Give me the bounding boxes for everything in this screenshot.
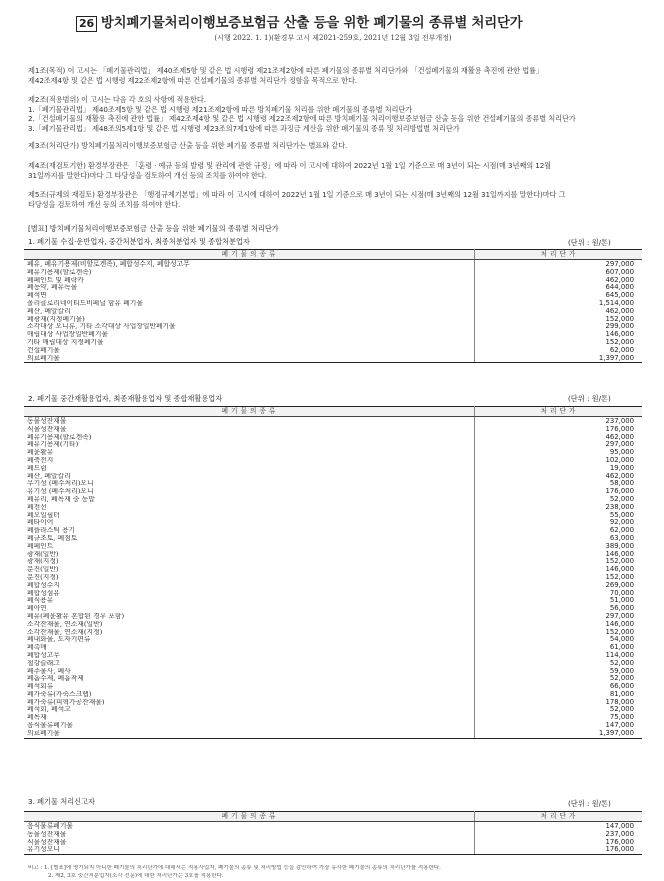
table-row [24, 488, 642, 496]
waste-type-cell: 폐석회류 [27, 683, 54, 691]
price-cell: 176,000 [474, 839, 642, 847]
table-row [24, 839, 642, 847]
note-line: 2. 제2, 3호 중간처분업자(소각 전문)에 대한 처리단가는 3호를 적용한다. [48, 872, 224, 879]
price-cell: 62,000 [474, 527, 642, 535]
waste-type-cell: 폐페인트 [27, 542, 54, 550]
section-3-table [24, 811, 642, 855]
table-row [24, 292, 642, 300]
article-3 [28, 141, 638, 151]
price-cell: 146,000 [474, 566, 642, 574]
waste-type-cell: 소각대상 오니류, 기타 소각대상 사업장일반폐기물 [27, 323, 176, 331]
price-cell: 389,000 [474, 543, 642, 551]
unit-label: (단위 : 원/톤) [568, 394, 611, 403]
waste-type-cell: 동물성잔재물 [27, 417, 67, 425]
table-row [24, 699, 642, 707]
table-row [24, 605, 642, 613]
table-row [24, 543, 642, 551]
price-cell: 462,000 [474, 277, 642, 285]
header-price: 처 리 단 가 [474, 812, 642, 822]
article-line: 1.「폐기물관리법」 제40조제5항 및 같은 법 시행령 제21조제2항에 따른 방치폐기물 처리를 위한 폐기물의 종류별 처리단가 [28, 104, 413, 114]
waste-type-cell: 폐유(폐윤활유 혼합된 경우 포함) [27, 612, 125, 620]
document-subtitle: (시행 2022. 1. 1)(환경부 고시 제2021-259호, 2021년 12월 3일 전부개정) [214, 34, 452, 42]
table-row [24, 316, 642, 324]
waste-type-cell: 폐산, 폐알칼리 [27, 472, 71, 480]
table-row [24, 558, 642, 566]
waste-type-cell: 폴리클로리네이티드비페닐 함유 폐기물 [27, 299, 143, 307]
price-cell: 1,514,000 [474, 300, 642, 308]
waste-type-cell: 소각잔재물, 연소재(일반) [27, 620, 103, 628]
price-cell: 70,000 [474, 590, 642, 598]
waste-type-cell: 폐아연 [27, 605, 47, 613]
price-cell: 62,000 [474, 347, 642, 355]
waste-type-cell: 폐축전지 [27, 456, 54, 464]
price-cell: 462,000 [474, 434, 642, 442]
header-price: 처 리 단 가 [474, 250, 642, 260]
price-cell: 237,000 [474, 831, 642, 839]
price-cell: 52,000 [474, 706, 642, 714]
table-row [24, 457, 642, 465]
table-row [24, 300, 642, 308]
waste-type-cell: 폐석면 [27, 292, 47, 300]
waste-type-cell: 식물성잔재물 [27, 425, 67, 433]
price-cell: 52,000 [474, 675, 642, 683]
price-cell: 146,000 [474, 331, 642, 339]
waste-type-cell: 폐내화물, 도자기편류 [27, 636, 91, 644]
price-cell: 52,000 [474, 660, 642, 668]
waste-type-cell: 건설폐기물 [27, 346, 60, 354]
waste-type-cell: 폐윤활유 [27, 449, 54, 457]
waste-type-cell: 폐주물사, 폐사 [27, 667, 71, 675]
waste-type-cell: 폐촉매 [27, 644, 47, 652]
table-row [24, 831, 642, 839]
table-row [24, 441, 642, 449]
table-row [24, 668, 642, 676]
table-row [24, 706, 642, 714]
table-row [24, 691, 642, 699]
price-cell: 269,000 [474, 582, 642, 590]
section-1-table [24, 249, 642, 363]
price-cell: 1,397,000 [474, 730, 642, 738]
price-cell: 102,000 [474, 457, 642, 465]
table-row [24, 621, 642, 629]
price-cell: 146,000 [474, 621, 642, 629]
article-line: 제5조(규제의 재검토) 환경부장관은 「행정규제기본법」에 따라 이 고시에 대하여 2022년 1월 1일 기준으로 매 3년이 되는 시점(매 3년째의 12월 31일까지를 말한다)마다 그 [28, 190, 566, 199]
waste-type-cell: 폐광재(지정폐기물) [27, 315, 85, 323]
price-cell: 81,000 [474, 691, 642, 699]
table-row [24, 660, 642, 668]
price-cell: 54,000 [474, 636, 642, 644]
price-cell: 58,000 [474, 480, 642, 488]
table-row [24, 629, 642, 637]
waste-type-cell: 폐합성고무 [27, 651, 60, 659]
table-row [24, 683, 642, 691]
table-row [24, 347, 642, 355]
table-row [24, 846, 642, 854]
table-row [24, 644, 642, 652]
price-cell: 645,000 [474, 292, 642, 300]
price-cell: 462,000 [474, 308, 642, 316]
price-cell: 1,397,000 [474, 355, 642, 363]
table-row [24, 519, 642, 527]
waste-type-cell: 유기성오니 [24, 846, 474, 854]
waste-type-cell: 무기성 (폐수처리)오니 [27, 480, 94, 488]
table-row [24, 480, 642, 488]
table-row [24, 730, 642, 738]
table-row [24, 590, 642, 598]
waste-type-cell: 폐유, 폐유기용제(비할로겐족), 폐합성수지, 폐합성고무 [27, 260, 190, 268]
table-header-row [24, 407, 642, 417]
table-row [24, 473, 642, 481]
document-title [76, 12, 636, 32]
price-cell: 92,000 [474, 519, 642, 527]
section-2-body [24, 417, 642, 739]
table-row [24, 535, 642, 543]
price-cell: 462,000 [474, 473, 642, 481]
waste-type-cell: 폐석회, 폐석고 [27, 706, 71, 714]
price-cell: 176,000 [474, 488, 642, 496]
article-5 [28, 190, 638, 209]
table-row [24, 714, 642, 722]
waste-type-cell: 폐유기용제(할로겐족) [27, 268, 92, 276]
table-row [24, 574, 642, 582]
section-2-title: 2. 폐기물 중간재활용업자, 최종재활용업자 및 종합재활용업자 [28, 394, 223, 403]
table-row [24, 613, 642, 621]
table-row [24, 434, 642, 442]
section-2-table [24, 406, 642, 739]
header-kind: 폐 기 물 의 종 류 [24, 250, 474, 260]
waste-type-cell: 폐타이어 [27, 519, 54, 527]
waste-type-cell: 폐농약, 폐유독물 [27, 284, 78, 292]
waste-type-cell: 폐합성섬유 [27, 589, 60, 597]
waste-type-cell: 폐드럼 [27, 464, 47, 472]
price-cell: 297,000 [474, 613, 642, 621]
header-kind: 폐 기 물 의 종 류 [24, 407, 474, 417]
table-row [24, 597, 642, 605]
article-line: 제3조(처리단가) 방치폐기물처리이행보증보험금 산출 등을 위한 폐기물 종류별 처리단가는 별표와 같다. [28, 141, 348, 150]
waste-type-cell: 유기성 (폐수처리)오니 [27, 488, 94, 496]
article-line: 3.「폐기물관리법」 제48조의5제1항 및 같은 법 시행령 제23조의7제1항에 따른 과징금 계산을 위한 폐기물의 종류 및 처리방법별 처리단가 [28, 123, 460, 133]
table-row [24, 496, 642, 504]
waste-type-cell: 폐가죽류(피혁가공잔재물) [27, 698, 105, 706]
article-4 [28, 161, 638, 180]
price-cell: 61,000 [474, 644, 642, 652]
appendix-title: [별표] 방치폐기물처리이행보증보험금 산출 등을 위한 폐기물의 종류별 처리단가 [28, 224, 279, 233]
price-cell: 114,000 [474, 652, 642, 660]
waste-type-cell: 폐식용유 [27, 597, 54, 605]
table-row [24, 426, 642, 434]
price-cell: 238,000 [474, 504, 642, 512]
price-cell: 56,000 [474, 605, 642, 613]
notes [28, 865, 638, 880]
table-row [24, 675, 642, 683]
waste-type-cell: 폐산, 폐알칼리 [27, 307, 71, 315]
waste-type-cell: 의료폐기물 [24, 730, 474, 738]
price-cell: 237,000 [474, 417, 642, 426]
table-row [24, 277, 642, 285]
price-cell: 644,000 [474, 284, 642, 292]
waste-type-cell: 폐흡수제, 폐흡착제 [27, 675, 84, 683]
table-row [24, 331, 642, 339]
article-1 [28, 66, 638, 85]
table-header-row [24, 812, 642, 822]
waste-type-cell: 음식물류폐기물 [27, 822, 73, 830]
waste-type-cell: 폐전선 [27, 503, 47, 511]
price-cell: 51,000 [474, 597, 642, 605]
unit-label: (단위 : 원/톤) [568, 799, 611, 808]
article-line: 제42조제4항 및 같은 법 시행령 제22조제2항에 따른 건설폐기물의 종류별 처리단가 정함을 목적으로 한다. [28, 75, 357, 85]
price-cell: 147,000 [474, 822, 642, 831]
waste-type-cell: 광재(지정) [27, 558, 59, 566]
section-1-title: 1. 폐기물 수집·운반업자, 중간처분업자, 최종처분업자 및 종합처분업자 [28, 237, 250, 246]
table-row [24, 551, 642, 559]
table-row [24, 355, 642, 363]
table-header-row [24, 250, 642, 260]
waste-type-cell: 소각잔재물, 연소재(지정) [27, 628, 103, 636]
price-cell: 75,000 [474, 714, 642, 722]
table-row [24, 652, 642, 660]
section-3-title: 3. 폐기물 처리신고자 [28, 797, 95, 806]
waste-type-cell: 폐유기용제(기타) [27, 441, 79, 449]
table-row [24, 269, 642, 277]
waste-type-cell: 폐목재 [27, 714, 47, 722]
table-row [24, 582, 642, 590]
price-cell: 176,000 [474, 846, 642, 854]
waste-type-cell: 폐합성수지 [27, 581, 60, 589]
table-row [24, 566, 642, 574]
section-3-body [24, 822, 642, 855]
price-cell: 55,000 [474, 512, 642, 520]
table-row [24, 512, 642, 520]
section-1-body [24, 260, 642, 363]
article-line: 타당성을 검토하여 개선 등의 조치를 하여야 한다. [28, 199, 181, 209]
table-row [24, 465, 642, 473]
waste-type-cell: 동물성잔재물 [27, 830, 67, 838]
waste-type-cell: 폐유기용제(할로겐족) [27, 433, 92, 441]
waste-type-cell: 폐플라스틱 용기 [27, 527, 76, 535]
unit-label: (단위 : 원/톤) [568, 238, 611, 247]
price-cell: 152,000 [474, 629, 642, 637]
note-line: 비고 : 1. [별표]에 명기되지 아니한 폐기물의 처리단가에 대해서는 적용사업자, 폐기물의 종류 및 처리방법 등을 감안하여 가장 유사한 폐기물의 종류의 처리단가를 적용한다. [28, 865, 441, 871]
price-cell: 146,000 [474, 551, 642, 559]
waste-type-cell: 폐가죽류(가죽스크랩) [27, 690, 92, 698]
table-row [24, 323, 642, 331]
article-2 [28, 95, 638, 133]
table-row [24, 722, 642, 730]
article-line: 제1조(목적) 이 고시는 「폐기물관리법」 제40조제5항 및 같은 법 시행령 제21조제2항에 따른 폐기물의 종류별 처리단가와 「건설폐기물의 재활용 촉진에 관한 법률」 [28, 66, 543, 75]
waste-type-cell: 의료폐기물 [24, 355, 474, 363]
waste-type-cell: 폐페인트 및 폐락카 [27, 276, 84, 284]
table-row [24, 308, 642, 316]
article-line: 31일까지를 말한다)마다 그 타당성을 검토하여 개선 등의 조치를 하여야 한다. [28, 170, 267, 180]
price-cell: 297,000 [474, 260, 642, 269]
table-row [24, 636, 642, 644]
table-row [24, 822, 642, 831]
price-cell: 63,000 [474, 535, 642, 543]
price-cell: 59,000 [474, 668, 642, 676]
price-cell: 147,000 [474, 722, 642, 730]
price-cell: 19,000 [474, 465, 642, 473]
table-row [24, 449, 642, 457]
price-cell: 176,000 [474, 426, 642, 434]
waste-type-cell: 분진(지정) [27, 573, 59, 581]
price-cell: 66,000 [474, 683, 642, 691]
header-price: 처 리 단 가 [474, 407, 642, 417]
price-cell: 95,000 [474, 449, 642, 457]
waste-type-cell: 철강슬래그 [27, 659, 60, 667]
price-cell: 152,000 [474, 339, 642, 347]
waste-type-cell: 매립대상 사업장일반폐기물 [27, 331, 108, 339]
article-line: 2.「건설폐기물의 재활용 촉진에 관한 법률」 제42조제4항 및 같은 법 시행령 제22조제2항에 따른 방치폐기물 처리이행보증보험금 산출 등을 위한 건설폐기물의 종류별 처리단가 [28, 114, 576, 124]
price-cell: 52,000 [474, 496, 642, 504]
table-row [24, 260, 642, 269]
waste-type-cell: 폐규조토, 폐점토 [27, 534, 78, 542]
waste-type-cell: 광재(일반) [27, 550, 59, 558]
header-kind: 폐 기 물 의 종 류 [24, 812, 474, 822]
waste-type-cell: 기타 매립대상 지정폐기물 [27, 338, 104, 346]
price-cell: 152,000 [474, 558, 642, 566]
price-cell: 152,000 [474, 316, 642, 324]
title-text: 방치폐기물처리이행보증보험금 산출 등을 위한 폐기물의 종류별 처리단가 [100, 16, 523, 31]
article-line: 제4조(재검토기한) 환경부장관은 「훈령 · 예규 등의 발령 및 관리에 관한 규정」에 따라 이 고시에 대하여 2022년 1월 1일 기준으로 매 3년이 되는 시점(매 3년째의 12월 [28, 161, 552, 170]
article-line: 제2조(적용범위) 이 고시는 다음 각 호의 사항에 적용한다. [28, 95, 206, 104]
table-row [24, 527, 642, 535]
waste-type-cell: 폐유리, 폐목재 중 동밥 [27, 495, 95, 503]
price-cell: 299,000 [474, 323, 642, 331]
waste-type-cell: 식물성잔재물 [27, 838, 67, 846]
table-row [24, 504, 642, 512]
price-cell: 607,000 [474, 269, 642, 277]
table-row [24, 284, 642, 292]
title-number-box: 26 [76, 16, 97, 32]
table-row [24, 339, 642, 347]
price-cell: 152,000 [474, 574, 642, 582]
price-cell: 297,000 [474, 441, 642, 449]
waste-type-cell: 분진(일반) [27, 566, 59, 574]
waste-type-cell: 폐오일필터 [27, 511, 60, 519]
price-cell: 178,000 [474, 699, 642, 707]
waste-type-cell: 음식물류폐기물 [27, 722, 73, 730]
table-row [24, 417, 642, 426]
